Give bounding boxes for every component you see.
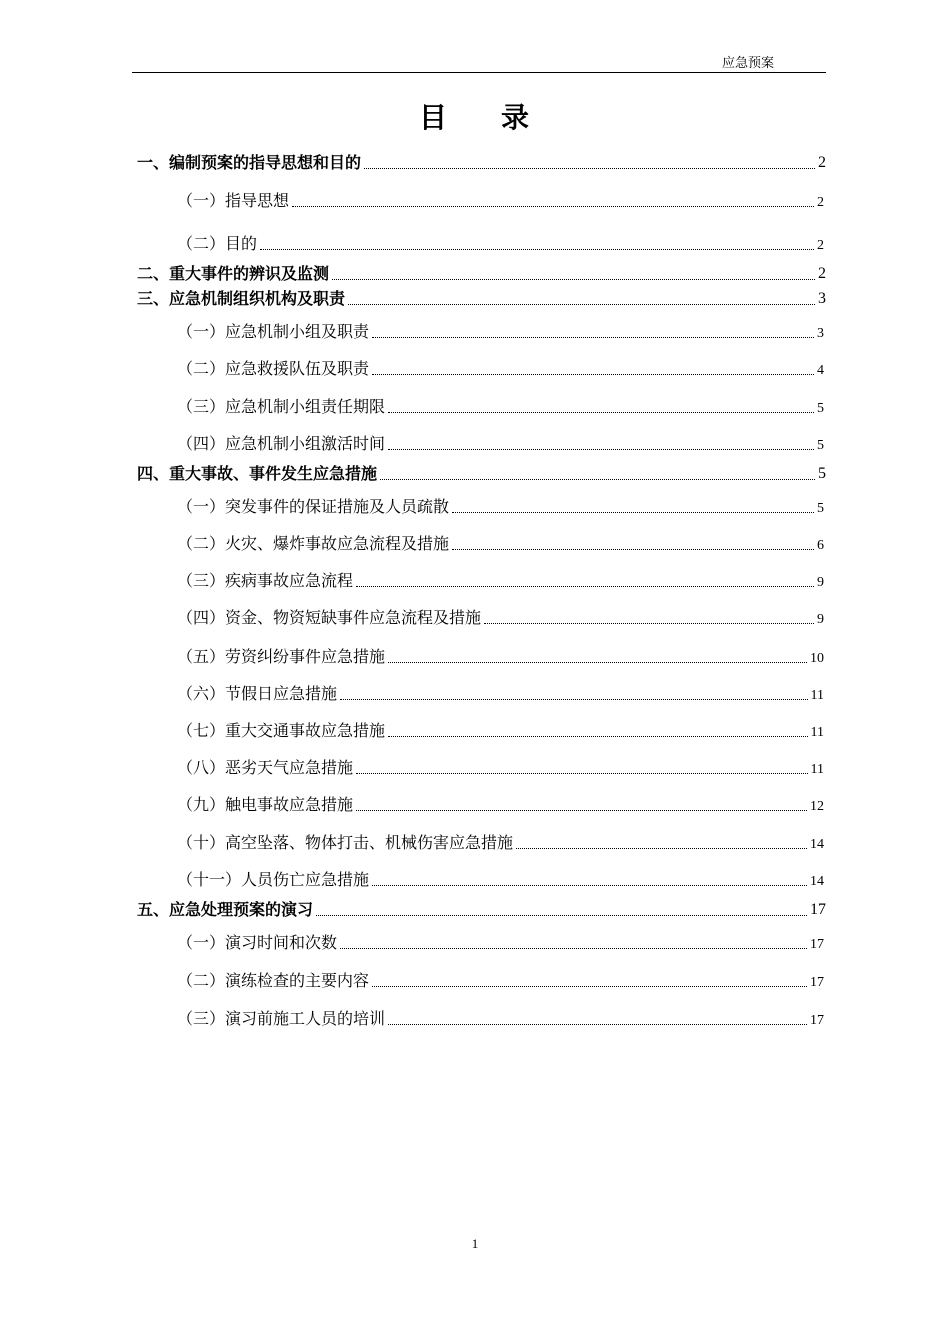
toc-heading-entry[interactable] <box>137 288 826 310</box>
toc-dot-leader <box>388 409 814 413</box>
toc-entry-page: 2 <box>818 265 826 282</box>
toc-subentry[interactable] <box>177 190 824 212</box>
toc-entry-page: 5 <box>817 501 824 516</box>
toc-entry-label: （一）突发事件的保证措施及人员疏散 <box>177 497 450 516</box>
toc-subentry[interactable] <box>177 757 824 779</box>
toc-subentry[interactable] <box>177 646 824 668</box>
toc-entry-label: （三）疾病事故应急流程 <box>177 571 354 590</box>
toc-entry-page: 11 <box>810 688 824 703</box>
toc-entry-page: 9 <box>817 612 824 627</box>
toc-entry-page: 5 <box>818 465 826 482</box>
toc-entry-page: 2 <box>817 195 824 210</box>
toc-dot-leader <box>372 882 807 886</box>
toc-entry-page: 4 <box>817 363 824 378</box>
toc-entry-label: （四）应急机制小组激活时间 <box>177 434 386 453</box>
toc-subentry[interactable] <box>177 832 824 854</box>
toc-entry-label: （三）应急机制小组责任期限 <box>177 397 386 416</box>
toc-entry-page: 6 <box>817 538 824 553</box>
toc-dot-leader <box>356 770 808 774</box>
toc-dot-leader <box>340 696 808 700</box>
toc-entry-page: 11 <box>810 725 824 740</box>
toc-heading-entry[interactable] <box>137 263 826 285</box>
toc-heading-entry[interactable] <box>137 152 826 174</box>
toc-entry-page: 9 <box>817 575 824 590</box>
toc-entry-label: 四、重大事故、事件发生应急措施 <box>137 464 378 483</box>
toc-entry-page: 10 <box>810 651 824 666</box>
toc-entry-page: 5 <box>817 438 824 453</box>
toc-entry-label: （五）劳资纠纷事件应急措施 <box>177 647 386 666</box>
toc-entry-label: （二）目的 <box>177 234 258 253</box>
toc-dot-leader <box>356 807 807 811</box>
toc-title-char-2: 录 <box>501 101 532 134</box>
toc-subentry[interactable] <box>177 433 824 455</box>
toc-entry-label: （十一）人员伤亡应急措施 <box>177 870 370 889</box>
toc-entry-page: 14 <box>810 837 824 852</box>
toc-entry-label: 三、应急机制组织机构及职责 <box>137 289 346 308</box>
toc-entry-label: 五、应急处理预案的演习 <box>137 900 314 919</box>
toc-dot-leader <box>364 165 815 169</box>
toc-entry-page: 12 <box>810 799 824 814</box>
toc-entry-label: 一、编制预案的指导思想和目的 <box>137 153 362 172</box>
toc-entry-label: （六）节假日应急措施 <box>177 684 338 703</box>
toc-entry-page: 3 <box>817 326 824 341</box>
toc-subentry[interactable] <box>177 932 824 954</box>
toc-entry-label: （二）应急救援队伍及职责 <box>177 359 370 378</box>
toc-subentry[interactable] <box>177 496 824 518</box>
header-text: 应急预案 <box>721 56 774 71</box>
toc-subentry[interactable] <box>177 358 824 380</box>
toc-entry-page: 17 <box>810 975 824 990</box>
toc-subentry[interactable] <box>177 794 824 816</box>
toc-dot-leader <box>260 246 814 250</box>
toc-entry-label: （一）应急机制小组及职责 <box>177 322 370 341</box>
toc-dot-leader <box>292 203 814 207</box>
toc-dot-leader <box>388 1021 807 1025</box>
toc-dot-leader <box>388 659 807 663</box>
toc-title-char-1: 目 <box>418 101 449 134</box>
toc-subentry[interactable] <box>177 321 824 343</box>
toc-dot-leader <box>372 371 814 375</box>
toc-subentry[interactable] <box>177 570 824 592</box>
toc-entry-label: （九）触电事故应急措施 <box>177 795 354 814</box>
toc-entry-label: （二）演练检查的主要内容 <box>177 971 370 990</box>
toc-dot-leader <box>380 476 815 480</box>
toc-dot-leader <box>516 845 807 849</box>
toc-entry-label: 二、重大事件的辨识及监测 <box>137 264 330 283</box>
toc-entry-page: 11 <box>810 762 824 777</box>
toc-entry-page: 17 <box>810 901 826 918</box>
toc-entry-page: 14 <box>810 874 824 889</box>
toc-dot-leader <box>452 546 814 550</box>
toc-entry-label: （七）重大交通事故应急措施 <box>177 721 386 740</box>
toc-entry-page: 5 <box>817 401 824 416</box>
toc-heading-entry[interactable] <box>137 899 826 921</box>
toc-entry-label: （二）火灾、爆炸事故应急流程及措施 <box>177 534 450 553</box>
toc-entry-label: （四）资金、物资短缺事件应急流程及措施 <box>177 608 482 627</box>
toc-subentry[interactable] <box>177 720 824 742</box>
toc-dot-leader <box>332 276 815 280</box>
toc-entry-page: 17 <box>810 1013 824 1028</box>
toc-dot-leader <box>388 733 808 737</box>
toc-subentry[interactable] <box>177 396 824 418</box>
toc-entry-label: （十）高空坠落、物体打击、机械伤害应急措施 <box>177 833 514 852</box>
toc-subentry[interactable] <box>177 869 824 891</box>
toc-subentry[interactable] <box>177 233 824 255</box>
toc-entry-page: 2 <box>817 238 824 253</box>
toc-entry-label: （一）演习时间和次数 <box>177 933 338 952</box>
toc-dot-leader <box>356 583 814 587</box>
toc-dot-leader <box>316 912 807 916</box>
toc-dot-leader <box>484 620 814 624</box>
toc-subentry[interactable] <box>177 683 824 705</box>
toc-dot-leader <box>452 509 814 513</box>
toc-heading-entry[interactable] <box>137 463 826 485</box>
toc-subentry[interactable] <box>177 607 824 629</box>
toc-entry-page: 2 <box>818 154 826 171</box>
toc-entry-label: （八）恶劣天气应急措施 <box>177 758 354 777</box>
toc-dot-leader <box>340 945 807 949</box>
toc-dot-leader <box>372 983 807 987</box>
toc-entry-label: （一）指导思想 <box>177 191 290 210</box>
toc-dot-leader <box>388 446 814 450</box>
toc-dot-leader <box>348 301 815 305</box>
toc-entry-page: 17 <box>810 937 824 952</box>
toc-dot-leader <box>372 334 814 338</box>
toc-subentry[interactable] <box>177 1008 824 1030</box>
toc-entry-page: 3 <box>818 290 826 307</box>
page-number: 1 <box>471 1236 479 1251</box>
toc-subentry[interactable] <box>177 970 824 992</box>
toc-entry-label: （三）演习前施工人员的培训 <box>177 1009 386 1028</box>
toc-subentry[interactable] <box>177 533 824 555</box>
